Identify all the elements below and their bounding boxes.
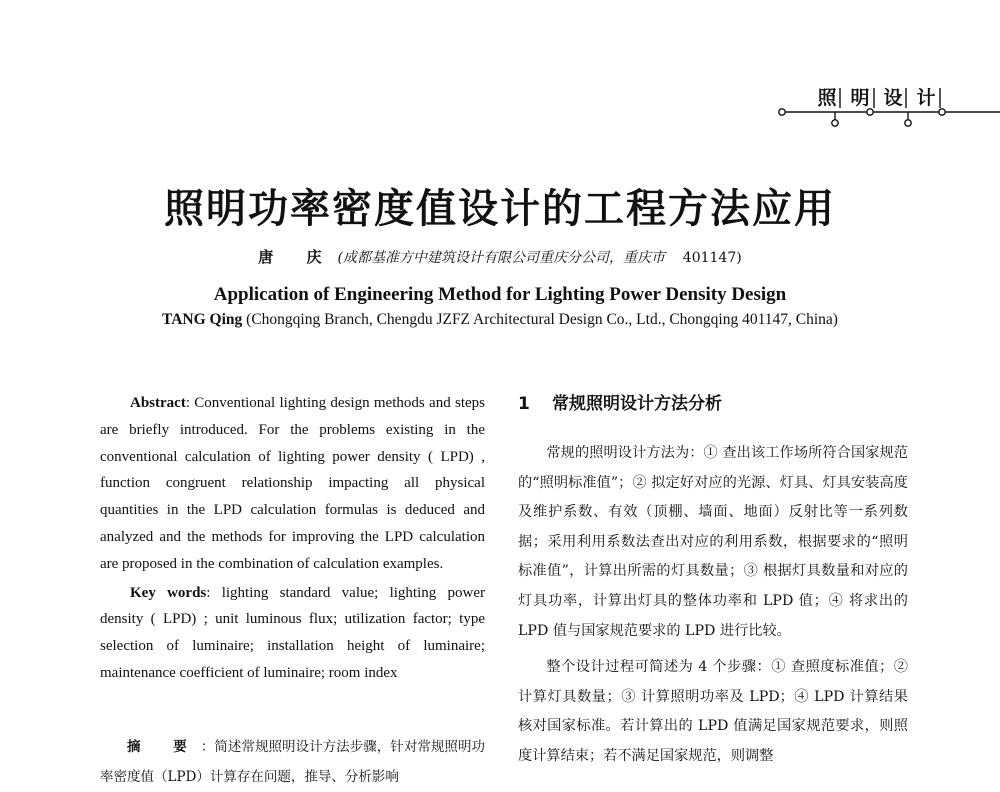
abstract-en-text: : Conventional lighting design methods and steps are briefly introduced. For the problems existing in the conventional calculation of lighting power density ( LPD) , function congruent relationship impacting all physical quantities in the LPD calculation formulas is deduced and analyzed and the methods for improving the LPD calculation are proposed in the combination of calculation examples. — [100, 395, 485, 572]
author-cn-affiliation: (成都基准方中建筑设计有限公司重庆分公司，重庆市 — [337, 250, 665, 266]
abstract-cn — [100, 732, 485, 792]
abstract-cn-label: 摘 要 — [127, 739, 201, 755]
section-char: 照 — [817, 87, 837, 109]
keywords-en-text: : lighting standard value; lighting power density ( LPD) ; unit luminous flux; utilization factor; type selection of luminaire; installation height of luminaire; maintenance coefficient of luminaire; room index — [100, 584, 486, 681]
section-char: 设 — [883, 87, 903, 109]
paper-title: 照明功率密度值设计的工程方法应用 — [164, 186, 836, 232]
keywords-en — [100, 580, 485, 687]
section-heading — [518, 391, 908, 417]
left-column — [100, 390, 485, 687]
abstract-en — [100, 390, 485, 578]
author-cn-line — [0, 246, 1000, 269]
author-en-line — [0, 309, 1000, 331]
section-char: 明 — [850, 87, 870, 109]
section-char: 计 — [916, 87, 936, 109]
abstract-cn-text: ：简述常规照明设计方法步骤，针对常规照明功率密度值（LPD）计算存在问题，推导、分析影响 — [100, 739, 486, 785]
section-title: 常规照明设计方法分析 — [552, 394, 722, 414]
abstract-en-label: Abstract — [130, 395, 186, 411]
author-cn-name: 唐 庆 — [258, 248, 336, 266]
section-header — [770, 78, 1000, 138]
body-paragraph: 整个设计过程可简述为 4 个步骤：① 查照度标准值；② 计算灯具数量；③ 计算照明功率及 LPD；④ LPD 计算结果核对国家标准。若计算出的 LPD 值满足国家规范要求，则照度计算结束；若不满足国家规范，则调整 — [518, 659, 908, 764]
section-number: 1 — [518, 394, 530, 414]
keywords-en-label: Key words — [130, 584, 207, 601]
author-cn-postcode: 401147) — [682, 250, 742, 266]
author-en-name: TANG Qing — [162, 311, 243, 328]
body-paragraph: 常规的照明设计方法为：① 查出该工作场所符合国家规范的“照明标准值”；② 拟定好对应的光源、灯具、灯具安装高度及维护系数、有效（顶棚、墙面、地面）反射比等一系列数据；采用利用系数法查出对应的利用系数，根据要求的“照明标准值”，计算出所需的灯具数量；③ 根据灯具数量和对应的灯具功率，计算出灯具的整体功率和 LPD 值；④ 将求出的 LPD 值与国家规范要求的 LPD 进行比较。 — [518, 445, 908, 639]
right-column — [518, 439, 908, 772]
author-en-affiliation: (Chongqing Branch, Chengdu JZFZ Architectural Design Co., Ltd., Chongqing 401147, China) — [246, 311, 838, 328]
paper-title-en: Application of Engineering Method for Lighting Power Density Design — [213, 284, 787, 305]
